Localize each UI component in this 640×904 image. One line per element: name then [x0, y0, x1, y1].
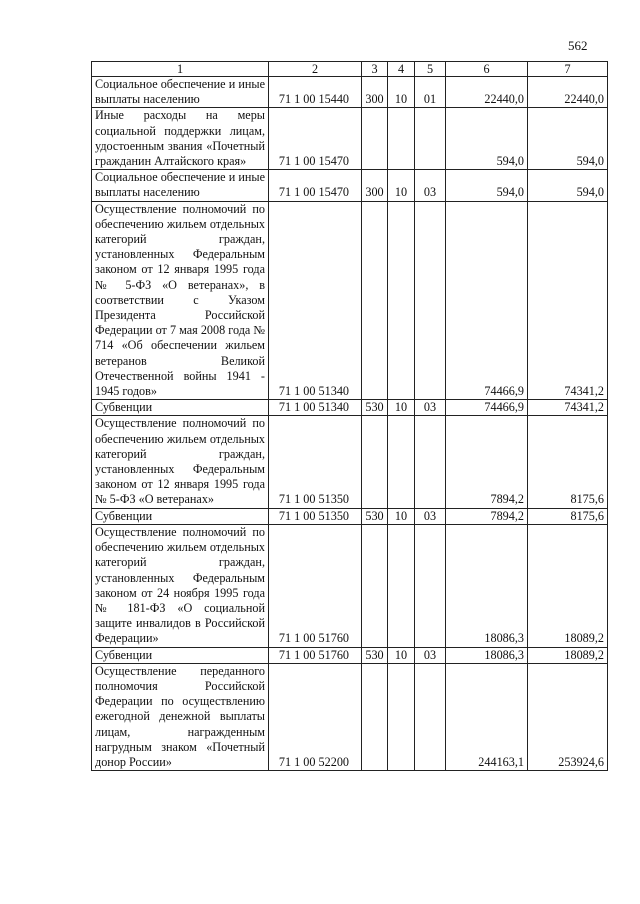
row-col5-cell: 01 — [415, 77, 446, 108]
row-col4-cell — [388, 416, 415, 508]
row-col5-cell — [415, 416, 446, 508]
row-col5-cell: 03 — [415, 170, 446, 201]
row-code-cell: 71 1 00 51340 — [269, 201, 362, 400]
row-value7-cell: 594,0 — [528, 108, 608, 170]
row-col3-cell — [362, 108, 388, 170]
row-value6-cell: 74466,9 — [446, 400, 528, 416]
row-value6-cell: 18086,3 — [446, 524, 528, 647]
row-col4-cell — [388, 524, 415, 647]
row-col5-cell — [415, 663, 446, 770]
column-header: 1 — [92, 62, 269, 77]
table-row — [92, 201, 608, 400]
row-code-cell: 71 1 00 15470 — [269, 170, 362, 201]
row-col3-cell: 530 — [362, 400, 388, 416]
row-name-cell: Осуществление полномочий по обеспечению жильем отдельных категорий граждан, установленных Федеральным законом от 12 января 1995 года № 5-ФЗ «О ветеранах», в соответствии с Указом Президента Российской Федерации от 7 мая 2008 года № 714 «Об обеспечении жильем ветеранов Великой Отечественной войны 1941 - 1945 годов» — [92, 201, 269, 400]
row-col3-cell: 530 — [362, 647, 388, 663]
row-value6-cell: 18086,3 — [446, 647, 528, 663]
row-value6-cell: 594,0 — [446, 170, 528, 201]
table-row — [92, 108, 608, 170]
table-row — [92, 77, 608, 108]
row-value7-cell: 18089,2 — [528, 524, 608, 647]
row-name-cell: Социальное обеспечение и иные выплаты населению — [92, 170, 269, 201]
row-code-cell: 71 1 00 51760 — [269, 524, 362, 647]
column-header: 7 — [528, 62, 608, 77]
table-row — [92, 416, 608, 508]
row-value7-cell: 74341,2 — [528, 400, 608, 416]
row-code-cell: 71 1 00 51350 — [269, 416, 362, 508]
row-col4-cell: 10 — [388, 508, 415, 524]
row-col4-cell: 10 — [388, 77, 415, 108]
row-col5-cell: 03 — [415, 400, 446, 416]
table-row — [92, 524, 608, 647]
row-col3-cell: 300 — [362, 170, 388, 201]
row-value7-cell: 18089,2 — [528, 647, 608, 663]
row-value7-cell: 253924,6 — [528, 663, 608, 770]
row-value6-cell: 594,0 — [446, 108, 528, 170]
row-col3-cell: 300 — [362, 77, 388, 108]
budget-table — [91, 61, 608, 771]
row-value7-cell: 8175,6 — [528, 416, 608, 508]
row-col4-cell — [388, 663, 415, 770]
row-name-cell: Субвенции — [92, 508, 269, 524]
column-header: 4 — [388, 62, 415, 77]
row-col4-cell: 10 — [388, 647, 415, 663]
row-col5-cell: 03 — [415, 508, 446, 524]
row-code-cell: 71 1 00 51760 — [269, 647, 362, 663]
column-header: 6 — [446, 62, 528, 77]
row-name-cell: Осуществление полномочий по обеспечению жильем отдельных категорий граждан, установленных Федеральным законом от 12 января 1995 года № 5-ФЗ «О ветеранах» — [92, 416, 269, 508]
table-row — [92, 647, 608, 663]
row-value6-cell: 244163,1 — [446, 663, 528, 770]
row-value7-cell: 594,0 — [528, 170, 608, 201]
row-col5-cell: 03 — [415, 647, 446, 663]
row-name-cell: Осуществление переданного полномочия Российской Федерации по осуществлению ежегодной денежной выплаты лицам, награжденным нагрудным знаком «Почетный донор России» — [92, 663, 269, 770]
row-code-cell: 71 1 00 15440 — [269, 77, 362, 108]
column-header: 3 — [362, 62, 388, 77]
table-row — [92, 170, 608, 201]
table-body — [92, 77, 608, 771]
row-code-cell: 71 1 00 51340 — [269, 400, 362, 416]
row-name-cell: Социальное обеспечение и иные выплаты населению — [92, 77, 269, 108]
row-value7-cell: 8175,6 — [528, 508, 608, 524]
page-number: 562 — [568, 38, 588, 53]
row-name-cell: Осуществление полномочий по обеспечению жильем отдельных категорий граждан, установленных Федеральным законом от 24 ноября 1995 года № 181-ФЗ «О социальной защите инвалидов в Российской Федерации» — [92, 524, 269, 647]
row-code-cell: 71 1 00 52200 — [269, 663, 362, 770]
column-header: 5 — [415, 62, 446, 77]
table-row — [92, 400, 608, 416]
row-col5-cell — [415, 524, 446, 647]
row-value6-cell: 7894,2 — [446, 508, 528, 524]
row-name-cell: Иные расходы на меры социальной поддержки лицам, удостоенным звания «Почетный гражданин Алтайского края» — [92, 108, 269, 170]
row-col3-cell — [362, 416, 388, 508]
table-row — [92, 663, 608, 770]
row-col5-cell — [415, 201, 446, 400]
row-col4-cell: 10 — [388, 400, 415, 416]
row-value6-cell: 74466,9 — [446, 201, 528, 400]
table-row — [92, 508, 608, 524]
row-code-cell: 71 1 00 15470 — [269, 108, 362, 170]
row-col3-cell — [362, 201, 388, 400]
row-value6-cell: 22440,0 — [446, 77, 528, 108]
row-col4-cell: 10 — [388, 170, 415, 201]
row-name-cell: Субвенции — [92, 647, 269, 663]
row-col3-cell — [362, 524, 388, 647]
row-name-cell: Субвенции — [92, 400, 269, 416]
row-col3-cell: 530 — [362, 508, 388, 524]
row-code-cell: 71 1 00 51350 — [269, 508, 362, 524]
table-header-row — [92, 62, 608, 77]
row-col5-cell — [415, 108, 446, 170]
row-value7-cell: 22440,0 — [528, 77, 608, 108]
column-header: 2 — [269, 62, 362, 77]
row-col3-cell — [362, 663, 388, 770]
row-col4-cell — [388, 201, 415, 400]
row-value6-cell: 7894,2 — [446, 416, 528, 508]
row-value7-cell: 74341,2 — [528, 201, 608, 400]
row-col4-cell — [388, 108, 415, 170]
